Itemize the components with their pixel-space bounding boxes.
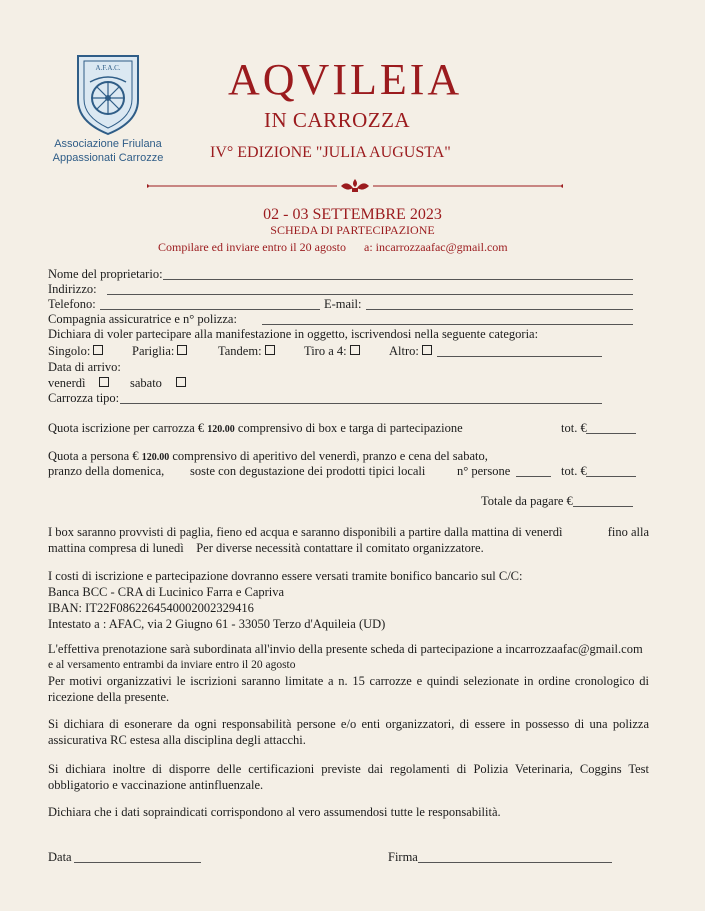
- friday-label: venerdì: [48, 376, 86, 390]
- fee-carriage-desc: comprensivo di box e targa di partecipazione: [237, 421, 463, 435]
- booking-line3: Per motivi organizzativi le iscrizioni saranno limitate a n. 15 carrozze e quindi selezionate in ordine cronologico di ricezione della presente.: [48, 674, 649, 704]
- fee-carriage-total-field[interactable]: [586, 433, 636, 434]
- logo-text: A.F.A.C.: [95, 64, 121, 72]
- tandem-checkbox[interactable]: [265, 345, 275, 355]
- fee-person-total-field[interactable]: [586, 476, 636, 477]
- tiro-label: Tiro a 4:: [304, 344, 347, 358]
- arrival-saturday[interactable]: [130, 376, 186, 391]
- booking-paragraph: [48, 641, 649, 705]
- association-name-line2: Appassionati Carrozze: [52, 152, 164, 164]
- singolo-label: Singolo:: [48, 344, 91, 358]
- payment-paragraph: [48, 568, 649, 632]
- arrival-friday[interactable]: [48, 376, 109, 391]
- signature-label: Firma: [388, 850, 418, 864]
- event-subtitle: IN CARROZZA: [264, 108, 411, 132]
- booking-line2: e al versamento entrambi da inviare entro il 20 agosto: [48, 659, 296, 671]
- afac-logo: [38, 52, 178, 164]
- responsibility-paragraph: Si dichiara di esonerare da ogni responsabilità persone e/o enti organizzatori, di essere in possesso di una polizza assicurativa RC estesa alla disciplina degli attacchi.: [48, 717, 649, 747]
- saturday-label: sabato: [130, 376, 162, 390]
- event-date: 02 - 03 SETTEMBRE 2023: [263, 206, 442, 223]
- edition-label: IV° EDIZIONE "JULIA AUGUSTA": [210, 144, 451, 161]
- fee-carriage-amount: 120.00: [207, 424, 235, 435]
- fee-person: [48, 449, 488, 465]
- fee-carriage: [48, 421, 463, 437]
- carriage-shield-icon: [70, 52, 146, 136]
- date-label: Data: [48, 850, 72, 864]
- payment-holder: Intestato a : AFAC, via 2 Giugno 61 - 33050 Terzo d'Aquileia (UD): [48, 617, 386, 631]
- box-line1-wrap: [48, 524, 649, 540]
- box-line2: mattina compresa di lunedì Per diverse necessità contattare il comitato organizzatore.: [48, 541, 484, 555]
- fee-person-tasting: soste con degustazione dei prodotti tipici locali: [190, 464, 426, 478]
- tandem-label: Tandem:: [218, 344, 262, 358]
- friday-checkbox[interactable]: [99, 377, 109, 387]
- date-field[interactable]: [74, 862, 201, 863]
- persons-field[interactable]: [516, 476, 551, 477]
- altro-field[interactable]: [437, 356, 602, 357]
- address-label: Indirizzo:: [48, 282, 97, 296]
- phone-field[interactable]: [100, 309, 320, 310]
- pariglia-label: Pariglia:: [132, 344, 175, 358]
- fee-person-total-label: tot. €: [561, 464, 587, 478]
- category-pariglia[interactable]: [132, 344, 187, 359]
- total-field[interactable]: [573, 506, 633, 507]
- carriage-type-field[interactable]: [120, 403, 602, 404]
- payment-iban: IBAN: IT22F0862264540002002329416: [48, 601, 254, 615]
- owner-field[interactable]: [163, 279, 633, 280]
- fee-person-desc: comprensivo di aperitivo del venerdì, pranzo e cena del sabato,: [172, 449, 488, 463]
- category-tandem[interactable]: [218, 344, 275, 359]
- booking-line1: L'effettiva prenotazione sarà subordinata all'invio della presente scheda di partecipazione a incarrozzaafac@gmail.com: [48, 642, 643, 656]
- truth-paragraph: Dichiara che i dati sopraindicati corrispondono al vero assumendosi tutte le responsabilità.: [48, 805, 501, 819]
- fee-person-sunday: pranzo della domenica,: [48, 464, 165, 478]
- payment-line1: I costi di iscrizione e partecipazione dovranno essere versati tramite bonifico bancario sul C/C:: [48, 569, 523, 583]
- compile-email: a: incarrozzaafac@gmail.com: [364, 240, 508, 254]
- insurance-label: Compagnia assicuratrice e n° polizza:: [48, 312, 237, 326]
- association-name-line1: Associazione Friulana: [54, 138, 162, 150]
- pariglia-checkbox[interactable]: [177, 345, 187, 355]
- email-field[interactable]: [366, 309, 633, 310]
- total-label: Totale da pagare €: [481, 494, 573, 508]
- category-altro[interactable]: [389, 344, 432, 359]
- carriage-type-label: Carrozza tipo:: [48, 391, 120, 405]
- signature-field[interactable]: [418, 862, 612, 863]
- ornament-divider-icon: [147, 178, 563, 194]
- altro-label: Altro:: [389, 344, 419, 358]
- payment-bank: Banca BCC - CRA di Lucinico Farra e Capriva: [48, 585, 285, 599]
- owner-label: Nome del proprietario:: [48, 267, 163, 281]
- event-title: AQVILEIA: [228, 55, 463, 104]
- saturday-checkbox[interactable]: [176, 377, 186, 387]
- singolo-checkbox[interactable]: [93, 345, 103, 355]
- phone-label: Telefono:: [48, 297, 96, 311]
- category-declaration: Dichiara di voler partecipare alla manifestazione in oggetto, iscrivendosi nella seguente categoria:: [48, 327, 539, 341]
- altro-checkbox[interactable]: [422, 345, 432, 355]
- box-line1: I box saranno provvisti di paglia, fieno ed acqua e saranno disponibili a partire dalla mattina di venerdì: [48, 525, 563, 539]
- box-paragraph: [48, 524, 649, 556]
- category-tiro[interactable]: [304, 344, 360, 359]
- certification-paragraph: Si dichiara inoltre di disporre delle certificazioni previste dai regolamenti di Polizia Veterinaria, Coggins Test obbligatorio e vaccinazione antinfluenzale.: [48, 762, 649, 792]
- fee-person-label: Quota a persona €: [48, 449, 139, 463]
- compile-note: Compilare ed inviare entro il 20 agosto: [158, 240, 346, 254]
- form-name: SCHEDA DI PARTECIPAZIONE: [270, 223, 435, 237]
- insurance-field[interactable]: [262, 324, 633, 325]
- box-line1-end: fino alla: [607, 525, 649, 539]
- persons-label: n° persone: [457, 464, 511, 478]
- arrival-label: Data di arrivo:: [48, 360, 121, 374]
- email-label: E-mail:: [324, 297, 362, 311]
- fee-carriage-total-label: tot. €: [561, 421, 587, 435]
- category-singolo[interactable]: [48, 344, 103, 359]
- tiro-checkbox[interactable]: [350, 345, 360, 355]
- fee-carriage-label: Quota iscrizione per carrozza €: [48, 421, 205, 435]
- fee-person-amount: 120.00: [141, 452, 170, 463]
- address-field[interactable]: [107, 294, 633, 295]
